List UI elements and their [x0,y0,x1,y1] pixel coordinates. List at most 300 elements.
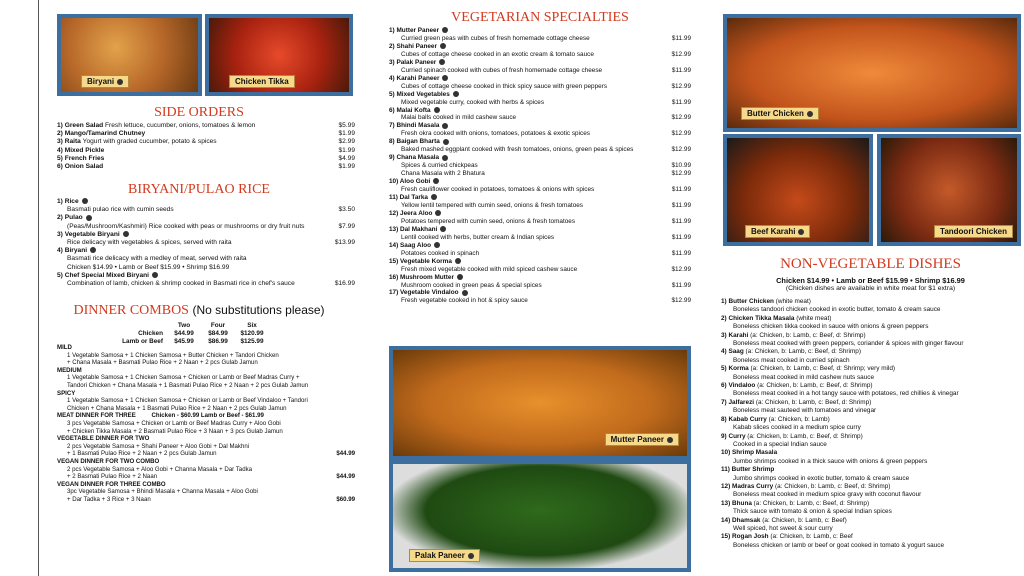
item-number: 10) [389,178,400,186]
side-orders-list [57,122,355,171]
side-order-item [57,130,355,138]
veg-item [389,258,691,266]
option-icon [439,59,445,65]
item-description [57,223,355,231]
nonveg-item [721,332,1022,340]
option-icon [442,27,448,33]
item-price: $11.99 [671,98,691,106]
item-price: $11.99 [671,233,691,241]
veg-item [389,107,691,115]
description-text: Basmati pulao rice with cumin seeds [67,206,174,214]
combo-price: $84.99 [208,330,228,337]
item-description: Kabab slices cooked in a medium spice curry [733,424,861,432]
item-name: Dhamsak [732,516,763,524]
option-icon [440,226,446,232]
item-name: Karahi Paneer [396,74,440,82]
nonveg-item [721,298,1022,306]
item-description [389,67,691,75]
right-column [717,0,1024,576]
item-description: Jumbo shrimps cooked in a thick sauce with onions & green peppers [733,457,928,465]
non-veg-list [721,298,1022,550]
description-text: Curried spinach cooked with cubes of fresh homemade cottage cheese [401,66,603,74]
item-description: Well spiced, hot sweet & sour curry [733,524,833,532]
combo-contents [57,496,355,504]
combo-section-heading [57,344,355,352]
item-number: 7) [389,122,397,130]
item-number: 15) [389,257,401,265]
item-name: Karahi [728,331,751,339]
combo-price-table [117,322,277,346]
combo-contents [57,405,355,413]
combo-price: $44.99 [336,473,355,481]
description-text: Rice delicacy with vegetables & spices, served with raita [67,239,232,247]
combo-price: $44.99 [174,330,194,337]
item-name: Raita [64,138,83,146]
butter-chicken-photo [723,14,1021,132]
item-name: Butter Shrimp [731,466,775,474]
item-price: $12.99 [671,114,691,122]
item-name: Palak Paneer [396,58,437,66]
item-number: 17) [389,289,401,297]
item-options: (a: Chicken, b: Lamb, c: Beef, d: Shrimp) [753,499,870,507]
item-description [57,206,355,214]
item-name: Kabab Curry [728,415,769,423]
item-price: $2.99 [338,138,355,146]
description-text: Cubes of cottage cheese cooked in thick spicy sauce with green peppers [401,82,608,90]
item-number: 2) [57,130,65,138]
veg-item [389,59,691,67]
non-veg-title: NON-VEGETABLE DISHES [780,256,961,272]
tandoori-chicken-photo [877,134,1021,246]
item-number: 9) [721,432,729,440]
item-name: Rogan Josh [732,533,771,541]
item-price: $5.99 [338,122,355,129]
veg-item [389,27,691,35]
item-description [389,186,691,194]
description-text: Chana Masala with 2 Bhatura [401,170,485,178]
item-options: (a: Chicken, b: Lamb, c: Beef, d: Shrimp) [750,331,866,339]
item-price: $11.99 [671,281,691,289]
item-number: 11) [721,466,732,474]
item-price: $12.99 [671,265,691,273]
item-name: Vegetable Korma [400,257,452,265]
combo-contents [57,443,355,451]
left-column [38,0,358,576]
item-description [389,170,691,178]
biryani-item [57,231,355,239]
item-options: (a: Chicken, b: Lamb, c: Beef, d: Shrimp) [757,382,873,390]
nonveg-item [721,382,1022,390]
combo-name: MEDIUM [57,366,82,374]
veg-item [389,75,691,83]
item-number: 1) [721,298,729,305]
veg-specialties-title: VEGETARIAN SPECIALTIES [451,10,629,25]
nonveg-item [721,500,1022,508]
nonveg-item [721,365,1022,373]
combo-line: + 1 Basmati Pulao Rice + 2 Naan + 2 pcs Gulab Jamun [67,450,217,458]
combo-contents [57,473,355,481]
non-veg-prices: Chicken $14.99 • Lamb or Beef $15.99 • Shrimp $16.99 [776,276,965,285]
item-description: Boneless meat cooked in mild cashew nuts sauce [733,373,875,381]
item-name: Mango/Tamarind Chutney [64,130,146,138]
veg-item [389,43,691,51]
option-icon [435,210,441,216]
middle-column [383,0,697,576]
item-name: Chana Masala [396,154,440,162]
item-number: 5) [57,271,65,279]
combo-row-label: Chicken [138,330,163,337]
nonveg-item [721,433,1022,441]
item-number: 3) [389,58,397,66]
combo-price: $60.99 [336,495,355,503]
item-description [57,255,355,263]
item-price: $7.99 [338,222,355,230]
palak-paneer-caption: Palak Paneer [409,549,480,562]
item-name: Dal Makhani [400,225,438,233]
item-number: 1) [389,27,397,34]
nonveg-item [721,315,1022,323]
item-price: $1.99 [338,130,355,138]
item-name: Malai Kofta [396,106,431,114]
item-description [389,202,691,210]
item-price: $10.99 [671,162,691,170]
item-number: 6) [721,382,729,390]
item-name: Butter Chicken [728,298,776,305]
item-description: Fresh lettuce, cucumber, onions, tomatoes & lemon [105,122,256,129]
side-orders-title: SIDE ORDERS [154,105,244,120]
description-text: Fresh vegetable cooked in hot & spicy sauce [401,297,528,305]
item-description [57,280,355,288]
item-name: Pulao [64,214,83,222]
item-name: Madras Curry [732,482,775,490]
item-name: Saag Aloo [400,241,432,249]
item-number: 16) [389,273,401,281]
item-number: 13) [389,225,401,233]
item-name: Jeera Aloo [400,209,433,217]
description-text: Lentil cooked with herbs, butter cream & Indian spices [401,233,555,241]
combo-name: MILD [57,344,72,351]
item-number: 8) [721,415,729,423]
combo-line: 2 pcs Vegetable Samosa + Shahi Paneer + Aloo Gobi + Dal Makhni [67,442,250,450]
option-icon [457,274,463,280]
combo-row-label: Lamb or Beef [122,338,163,345]
item-description: Boneless chicken or lamb or beef or goat cooked in tomato & yogurt sauce [733,541,945,549]
description-text: Basmati rice delicacy with a medley of meat, served with raita [67,255,247,263]
item-name: Bhindi Masala [396,122,440,130]
nonveg-item [721,348,1022,356]
item-options: (a: Chicken, b: Lamb) [768,415,830,423]
biryani-item [57,214,355,222]
item-description: Boneless meat cooked in a hot tangy sauce with potatoes, red chillies & vinegar [733,390,959,398]
option-icon [123,231,129,237]
veg-item [389,289,691,297]
combo-table-row [117,330,277,338]
description-text: Baked mashed eggplant cooked with fresh tomatoes, onions, green peas & spices [401,146,634,154]
item-name: Vindaloo [728,382,758,390]
item-name: Mushroom Mutter [400,273,454,281]
option-icon [90,247,96,253]
option-icon [455,258,461,264]
description-text: Combination of lamb, chicken & shrimp cooked in Basmati rice in chef's sauce [67,280,295,288]
combo-line: Tandori Chicken + Chana Masala + 1 Basmati Pulao Rice + 2 Naan + 2 pcs Gulab Jamun [67,381,309,389]
item-description [389,146,691,154]
combo-price: $45.99 [174,338,194,345]
item-name: Chef Special Mixed Biryani [64,271,149,279]
combo-contents [57,359,355,367]
item-description: Thick sauce with tomato & onion & special Indian spices [733,508,892,516]
item-price: $12.99 [671,297,691,305]
item-number: 2) [57,214,65,222]
item-number: 14) [389,241,401,249]
option-icon [431,194,437,200]
option-icon [440,43,446,49]
item-price: $11.99 [671,249,691,257]
item-name: Aloo Gobi [399,178,431,186]
combo-line: + 2 Basmati Pulao Rice + 2 Naan [67,473,158,481]
item-price: $1.99 [338,163,355,171]
combo-contents [57,352,355,360]
item-options: (white meat) [775,298,811,305]
palak-paneer-photo [389,460,691,572]
veg-item [389,226,691,234]
combo-size-header: Six [247,322,257,329]
item-price: $11.99 [671,201,691,209]
gluten-free-icon [798,229,804,235]
non-veg-note: (Chicken dishes are available in white meat for $1 extra) [785,285,956,292]
item-number: 14) [721,516,733,524]
nonveg-item [721,483,1022,491]
combo-name: SPICY [57,389,76,397]
biryani-item [57,247,355,255]
combo-contents [57,488,355,496]
nonveg-item [721,466,1022,474]
option-icon [443,139,449,145]
option-icon [86,215,92,221]
item-price: $11.99 [671,217,691,225]
mutter-paneer-caption: Mutter Paneer [605,433,679,446]
option-icon [152,272,158,278]
combo-line: + Chicken Tikka Masala + 2 Basmati Pulao Rice + 3 Naan + 3 pcs Gulab Jamun [67,427,283,435]
item-number: 3) [57,138,65,146]
nonveg-item [721,416,1022,424]
beef-karahi-photo [723,134,873,246]
description-text: Potatoes tempered with cumin seed, onions & fresh tomatoes [401,217,576,225]
description-text: Spices & curried chickpeas [401,162,478,170]
combo-sections [57,344,355,503]
item-name: Bhuna [732,499,754,507]
combo-size-header: Four [210,322,226,329]
item-description: Boneless meat cooked in curried spinach [733,356,850,364]
item-description [57,264,355,272]
item-name: Mixed Pickle [64,146,105,154]
item-description [389,218,691,226]
combo-line: + Dar Tadka + 3 Rice + 3 Naan [67,495,151,503]
item-number: 1) [57,198,65,205]
veg-item [389,91,691,99]
gluten-free-icon [807,111,813,117]
combo-price: $86.99 [208,338,228,345]
biryani-item [57,272,355,280]
butter-chicken-caption: Butter Chicken [741,107,819,120]
item-description [389,35,691,43]
combo-name: VEGAN DINNER FOR THREE COMBO [57,480,166,488]
item-name: Korma [728,365,751,373]
side-order-item [57,155,355,163]
description-text: Fresh okra cooked with onions, tomatoes, potatoes & exotic spices [401,130,590,138]
beef-karahi-caption: Beef Karahi [745,225,810,238]
option-icon [82,198,88,204]
item-number: 9) [389,154,397,162]
combo-section-heading [57,367,355,375]
veg-item [389,154,691,162]
item-description: Boneless meat sauteed with tomatoes and vinegar [733,407,877,415]
item-name: Mixed Vegetables [396,90,450,98]
veg-item [389,210,691,218]
item-number: 4) [721,348,729,356]
item-options: (a: Chicken, b: Lamb, c: Beef, d: Shrimp) [747,432,863,440]
combo-price: $125.99 [240,338,264,345]
item-name: Dal Tarka [399,194,428,202]
combo-section-heading [57,458,355,466]
item-description: Boneless meat cooked in medium spice gravy with coconut flavour [733,491,922,499]
veg-item [389,178,691,186]
item-number: 5) [721,365,729,373]
option-icon [434,107,440,113]
combo-line: Chicken + Chana Masala + 1 Basmati Pulao Rice + 2 Naan + 2 pcs Gulab Jamun [67,404,287,412]
combo-contents [57,382,355,390]
item-description: Boneless tandoori chicken cooked in exotic butter, tomato & cream sauce [733,306,941,314]
item-options: (a: Chicken, b: Lamb, c: Beef, d: Shrimp; very mild) [750,365,896,373]
item-number: 12) [721,482,733,490]
item-price: $16.99 [334,280,355,288]
side-order-item [57,163,355,171]
combo-heading-prices: Chicken - $60.99 Lamb or Beef - $61.99 [149,412,264,420]
item-name: Vegetable Vindaloo [400,289,459,297]
item-price: $12.99 [671,50,691,58]
item-description [389,282,691,290]
item-name: Vegetable Biryani [64,230,120,238]
combo-contents [57,397,355,405]
item-price: $11.99 [671,186,691,194]
item-name: Rice [64,198,79,205]
item-description [389,99,691,107]
option-icon [433,178,439,184]
combo-line: 2 pcs Vegetable Samosa + Aloo Gobi + Channa Masala + Dar Tadka [67,465,253,473]
item-name: Biryani [64,247,88,255]
description-text: Curried green peas with cubes of fresh homemade cottage cheese [401,34,590,42]
combo-size-header: Two [177,322,191,329]
veg-option-icon [667,437,673,443]
veg-item [389,194,691,202]
description-text: (Peas/Mushroom/Kashmiri) Rice cooked with peas or mushrooms or dry fruit nuts [67,222,305,230]
option-icon [442,75,448,81]
combo-section-heading [57,390,355,398]
item-number: 5) [389,90,397,98]
combo-section-heading [57,412,355,420]
item-description [389,250,691,258]
combo-line: 1 Vegetable Samosa + 1 Chicken Samosa + Chicken or Lamb or Beef Madras Curry + [67,374,300,382]
veg-item [389,242,691,250]
item-description [389,266,691,274]
chicken-tikka-photo [205,14,353,96]
biryani-photo [57,14,202,96]
veg-specialties-list [389,27,691,305]
option-icon [442,155,448,161]
nonveg-item [721,449,1022,457]
item-description: Boneless chicken tikka cooked in sauce with onions & green peppers [733,323,929,331]
item-number: 5) [57,154,65,162]
combo-price: $120.99 [240,330,264,337]
biryani-title: BIRYANI/PULAO RICE [128,182,270,197]
description-text: Mushroom cooked in green peas & special spices [401,281,542,289]
item-number: 4) [57,146,65,154]
dinner-combos-title: DINNER COMBOS (No substitutions please) [73,303,325,318]
item-description [389,297,691,305]
item-name: Shrimp Masala [732,449,778,457]
item-name: Onion Salad [64,163,104,171]
veg-item [389,138,691,146]
item-options: (a: Chicken, b: Lamb, c: Beef) [762,516,847,524]
item-number: 11) [389,194,400,202]
biryani-item [57,198,355,206]
item-name: Green Salad [64,122,106,129]
description-text: Malai balls cooked in mild cashew sauce [401,114,517,122]
item-number: 8) [389,138,397,146]
option-icon [453,91,459,97]
combo-name: VEGETABLE DINNER FOR TWO [57,435,150,443]
item-number: 12) [389,209,401,217]
item-description [389,114,691,122]
description-text: Yellow lentil tempered with cumin seed, onions & fresh tomatoes [401,201,583,209]
tandoori-chicken-caption: Tandoori Chicken [934,225,1013,238]
item-price: $12.99 [671,82,691,90]
description-text: Potatoes cooked in spinach [401,249,480,257]
combo-table-header [117,322,277,330]
item-options: (a: Chicken, b: Lamb, c: Beef [770,533,853,541]
item-number: 3) [57,230,65,238]
item-price: $1.99 [338,146,355,154]
item-options: (white meat) [796,314,832,322]
item-number: 1) [57,122,65,129]
combo-contents [57,428,355,436]
veg-item [389,274,691,282]
item-name: Jalfarezi [728,398,756,406]
item-number: 7) [721,398,729,406]
description-text: Fresh cauliflower cooked in potatoes, tomatoes & onions with spices [401,186,595,194]
item-name: Baigan Bharta [396,138,440,146]
nonveg-item [721,517,1022,525]
combo-section-heading [57,435,355,443]
veg-option-icon [117,79,123,85]
item-number: 13) [721,499,733,507]
item-description [57,239,355,247]
item-number: 10) [721,449,733,457]
option-icon [462,290,468,296]
combo-section-heading [57,481,355,489]
item-name: Mutter Paneer [396,27,440,34]
combo-price: $44.99 [336,450,355,458]
item-price: $12.99 [671,170,691,178]
side-order-item [57,122,355,130]
combo-line: 1 Vegetable Samosa + 1 Chicken Samosa + Chicken or Lamb or Beef Vindaloo + Tandori [67,397,308,405]
biryani-caption: Biryani [81,75,129,88]
item-name: Chicken Tikka Masala [728,314,797,322]
description-text: Chicken $14.99 • Lamb or Beef $15.99 • Shrimp $16.99 [67,263,230,271]
mutter-paneer-photo [389,346,691,460]
veg-item [389,122,691,130]
item-number: 6) [389,106,397,114]
item-description: Boneless meat cooked with green peppers, coriander & spices with ginger flavour [733,340,964,348]
